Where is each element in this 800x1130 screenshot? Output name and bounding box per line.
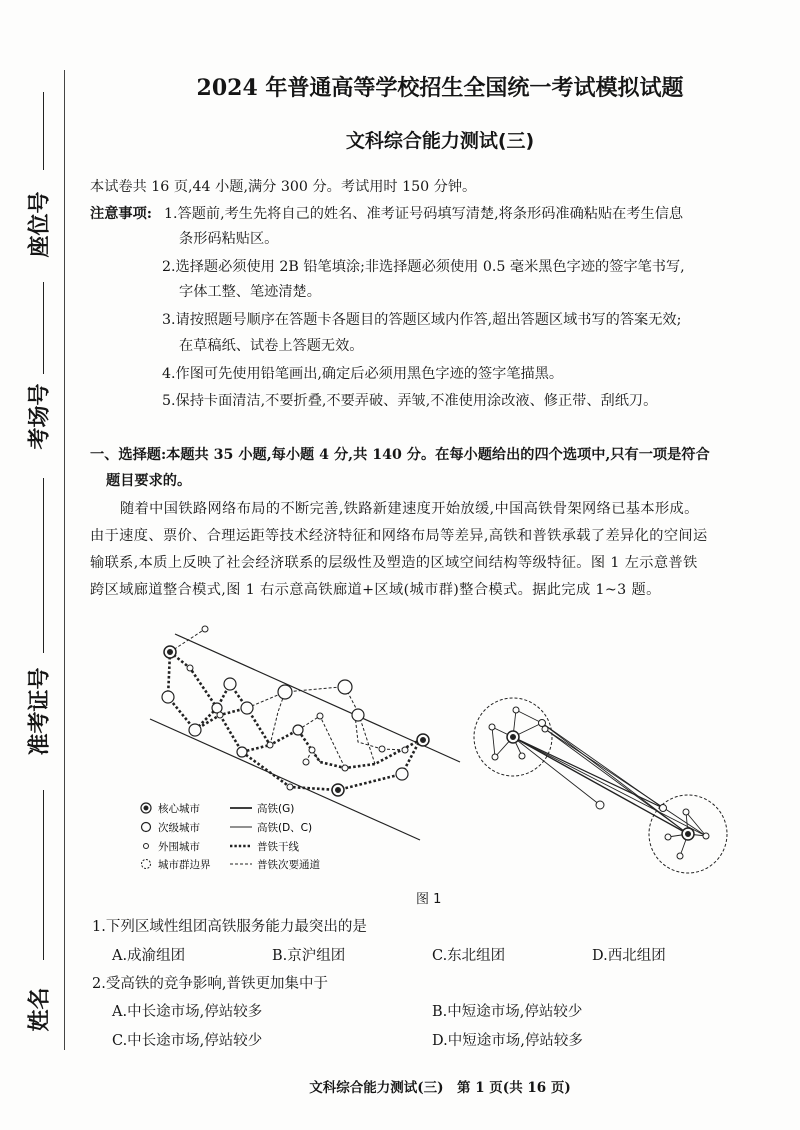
peripheral-city-node [342, 765, 348, 771]
question-2-stem: 2.受高铁的竞争影响,普铁更加集中于 [92, 976, 328, 992]
peripheral-city-node [217, 712, 223, 718]
room-line [43, 282, 44, 374]
main-rail-branch-2 [170, 652, 217, 708]
peripheral-city-node [309, 747, 315, 753]
note-2: 2.选择题必须使用 2B 铅笔填涂;非选择题必须使用 0.5 毫米黑色字迹的签字笔书写, [162, 259, 685, 275]
secondary-city-node [352, 709, 364, 721]
secondary-city-node [665, 834, 671, 840]
legend-peripheral-city: 外围城市 [158, 841, 200, 853]
peripheral-city-node [187, 665, 193, 671]
name-line [43, 790, 44, 960]
exam-room-label: 考场号 [27, 383, 53, 450]
note-3-cont: 在草稿纸、试卷上答题无效。 [179, 338, 364, 354]
question-1-stem: 1.下列区域性组团高铁服务能力最突出的是 [92, 919, 367, 935]
question-1-option-c: C.东北组团 [432, 948, 506, 964]
minor-rail-8 [345, 687, 375, 764]
peripheral-city-node [287, 784, 293, 790]
legend-hsr-g: 高铁(G) [257, 803, 295, 815]
note-3: 3.请按照题号顺序在答题卡各题目的答题区域内作答,超出答题区域书写的答案无效; [162, 312, 682, 328]
hsr-dc-3 [545, 729, 706, 836]
secondary-city-node [396, 768, 408, 780]
secondary-city-node [189, 724, 201, 736]
hsr-dc-5 [542, 723, 688, 834]
secondary-city-node [660, 805, 667, 812]
secondary-city-node [212, 703, 222, 713]
admission-ticket-label: 准考证号 [27, 667, 53, 756]
exam-title: 2024 年普通高等学校招生全国统一考试模拟试题 [196, 75, 684, 101]
secondary-city-node [542, 726, 548, 732]
secondary-city-node [519, 753, 525, 759]
peripheral-city-node [202, 626, 208, 632]
passage-line-2: 由于速度、票价、合理运距等技术经济特征和网络布局等差异,高铁和普铁承载了差异化的空间运 [90, 528, 708, 544]
figure-caption: 图 1 [416, 892, 442, 907]
secondary-city-node [224, 678, 236, 690]
secondary-city-node [338, 680, 352, 694]
peripheral-city-node [303, 759, 309, 765]
secondary-city-node [278, 685, 292, 699]
name-label: 姓名 [27, 987, 53, 1032]
legend-minor-rail: 普铁次要通道 [257, 859, 320, 871]
secondary-city-node [241, 702, 253, 714]
passage-line-3: 输联系,本质上反映了社会经济联系的层级性及塑造的区域空间结构等级特征。图 1 左示意普铁 [90, 555, 698, 571]
secondary-city-node [489, 724, 495, 730]
question-2-option-c: C.中长途市场,停站较少 [112, 1033, 263, 1049]
legend-core-city: 核心城市 [158, 803, 200, 815]
peripheral-city-node [317, 713, 323, 719]
question-2-option-b: B.中短途市场,停站较少 [432, 1004, 583, 1020]
peripheral-city-node [267, 742, 273, 748]
question-1-option-a: A.成渝组团 [112, 948, 186, 964]
ticket-line [43, 478, 44, 653]
secondary-city-node [683, 809, 689, 815]
secondary-city-node [596, 801, 604, 809]
secondary-city-node [162, 691, 174, 703]
hsr-dc-4 [513, 737, 706, 836]
section-heading-line2: 题目要求的。 [106, 473, 192, 489]
note-4: 4.作图可先使用铅笔画出,确定后必须用黑色字迹的签字笔描黑。 [162, 366, 564, 382]
secondary-city-node [237, 747, 247, 757]
question-2-option-d: D.中短途市场,停站较多 [432, 1033, 583, 1049]
intro-text: 本试卷共 16 页,44 小题,满分 300 分。考试用时 150 分钟。 [90, 179, 477, 195]
secondary-city-node [293, 725, 303, 735]
secondary-city-node [492, 754, 498, 760]
question-1-option-d: D.西北组团 [592, 948, 666, 964]
figure-1-diagram [120, 612, 760, 882]
secondary-city-node [539, 720, 546, 727]
peripheral-city-node [379, 746, 385, 752]
note-1: 1.答题前,考生先将自己的姓名、准考证号码填写清楚,将条形码准确粘贴在考生信息 [164, 206, 684, 222]
passage-line-4: 跨区域廊道整合模式,图 1 右示意高铁廊道+区域(城市群)整合模式。据此完成 1~3 题。 [90, 582, 661, 598]
notes-label: 注意事项: [90, 206, 152, 222]
fold-line [64, 70, 65, 1050]
secondary-city-node [513, 707, 519, 713]
note-5: 5.保持卡面清洁,不要折叠,不要弄破、弄皱,不准使用涂改液、修正带、刮纸刀。 [162, 393, 658, 409]
seat-line [43, 92, 44, 170]
exam-subtitle: 文科综合能力测试(三) [345, 130, 535, 152]
question-1-option-b: B.京沪组团 [272, 948, 346, 964]
legend-main-rail: 普铁干线 [257, 841, 299, 853]
note-1-cont: 条形码粘贴区。 [179, 231, 279, 247]
question-2-option-a: A.中长途市场,停站较多 [112, 1004, 263, 1020]
note-2-cont: 字体工整、笔迹清楚。 [179, 284, 321, 300]
section-heading-line1: 一、选择题:本题共 35 小题,每小题 4 分,共 140 分。在每小题给出的四个选项中,只有一项是符合 [90, 447, 710, 463]
passage-line-1: 随着中国铁路网络布局的不断完善,铁路新建速度开始放缓,中国高铁骨架网络已基本形成。 [120, 501, 699, 517]
seat-number-label: 座位号 [27, 191, 53, 258]
minor-rail-2 [247, 687, 340, 708]
legend-hsr-dc: 高铁(D、C) [257, 822, 313, 834]
hsr-g-1 [513, 737, 688, 834]
peripheral-city-node [402, 747, 408, 753]
secondary-city-node [703, 833, 709, 839]
legend-secondary-city: 次级城市 [158, 822, 200, 834]
hsr-dc-6 [513, 737, 600, 805]
page-footer: 文科综合能力测试(三) 第 1 页(共 16 页) [309, 1080, 571, 1096]
secondary-city-node [677, 853, 683, 859]
legend-cluster-boundary: 城市群边界 [158, 859, 211, 871]
